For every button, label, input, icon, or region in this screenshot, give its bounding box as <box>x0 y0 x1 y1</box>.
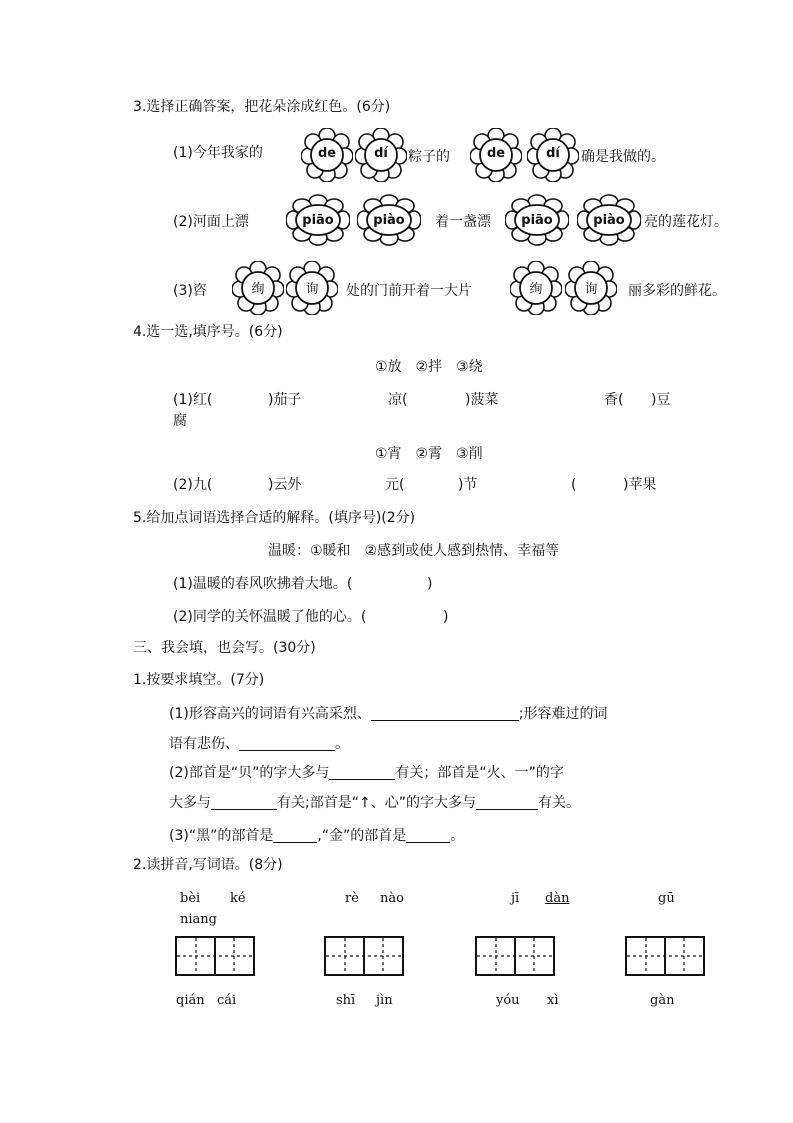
s3q1-l2-text: 语有悲伤、 <box>169 736 239 752</box>
q3-r1-prefix: (1)今年我家的 <box>173 145 263 161</box>
q5-definition: 温暖：①暖和 ②感到或使人感到热情、幸福等 <box>268 543 560 559</box>
flower-label: dí <box>546 145 560 161</box>
s3q1-l5-text: (3)“黑”的部首是 <box>169 828 274 844</box>
s3q1-line4 <box>169 795 580 810</box>
s3q1-l4-text3: 有关。 <box>537 795 580 811</box>
pinyin: nào <box>380 891 404 906</box>
flower-icon[interactable] <box>505 194 569 246</box>
flower-label: de <box>486 145 506 161</box>
answer-blank[interactable] <box>211 795 277 810</box>
q4-r2-f: )苹果 <box>623 477 657 493</box>
flower-icon[interactable] <box>510 261 562 313</box>
writing-grid[interactable] <box>475 936 555 976</box>
pinyin: bèi <box>180 891 201 906</box>
pinyin: rè <box>345 891 359 906</box>
flower-label: piāo <box>302 212 334 228</box>
answer-blank[interactable] <box>329 765 395 780</box>
flower-icon[interactable] <box>357 194 421 246</box>
q4-options-2: ①宵 ②霄 ③削 <box>375 446 483 462</box>
q4-r2-a: (2)九( <box>173 477 213 493</box>
q5-sentence-1-end: ) <box>427 576 433 592</box>
section3-title: 三、我会填，也会写。(30分) <box>133 640 316 656</box>
pinyin: dàn <box>545 891 570 906</box>
q4-r2-c: 元( <box>385 477 405 493</box>
q4-r1-g: 腐 <box>173 413 187 429</box>
pinyin: cái <box>217 993 237 1008</box>
s3q1-line2 <box>169 736 349 751</box>
answer-blank[interactable] <box>239 736 335 751</box>
q5-sentence-2: (2)同学的关怀温暖了他的心。( <box>173 609 367 625</box>
q4-r2-e: ( <box>571 477 577 493</box>
pinyin: qián <box>176 993 205 1008</box>
q5-sentence-1: (1)温暖的春风吹拂着大地。( <box>173 576 353 592</box>
flower-label: 询 <box>305 281 319 297</box>
q4-options-1: ①放 ②拌 ③绕 <box>375 359 483 375</box>
q4-r1-d: )菠菜 <box>465 392 499 408</box>
q4-r1-a: (1)红( <box>173 392 213 408</box>
pinyin: shī <box>336 993 356 1008</box>
answer-blank[interactable] <box>406 828 450 843</box>
q3-r3-suffix: 丽多彩的鲜花。 <box>628 283 726 299</box>
q3-r2-prefix: (2)河面上漂 <box>173 214 249 230</box>
q4-r1-c: 凉( <box>388 392 408 408</box>
flower-icon[interactable] <box>286 261 338 313</box>
flower-icon[interactable] <box>527 128 579 180</box>
flower-icon[interactable] <box>565 261 617 313</box>
q4-r2-b: )云外 <box>268 477 302 493</box>
writing-grid[interactable] <box>625 936 705 976</box>
q3-r1-mid: 粽子的 <box>408 149 450 165</box>
flower-icon[interactable] <box>301 128 353 180</box>
flower-label: piāo <box>521 212 553 228</box>
q4-r2-d: )节 <box>458 477 478 493</box>
flower-label: piào <box>593 212 625 228</box>
pinyin: jìn <box>376 993 393 1008</box>
q4-r1-b: )茄子 <box>268 392 302 408</box>
q4-r1-e: 香( <box>604 392 624 408</box>
s3q1-line5 <box>169 828 464 843</box>
flower-label: 绚 <box>251 281 265 297</box>
s3q1-l1-text: (1)形容高兴的词语有兴高采烈、 <box>169 706 371 722</box>
q4-r1-f: )豆 <box>651 392 671 408</box>
s3q1-l4-text: 大多与 <box>169 795 211 811</box>
flower-icon[interactable] <box>355 128 407 180</box>
s3q1-l3-text2: 有关；部首是“火、一”的字 <box>395 765 564 781</box>
q3-r3-mid: 处的门前开着一大片 <box>346 283 472 299</box>
flower-label: dí <box>374 145 388 161</box>
pinyin: niang <box>180 912 217 927</box>
writing-grid[interactable] <box>324 936 404 976</box>
s3q1-title: 1.按要求填空。(7分) <box>133 672 265 688</box>
pinyin: gàn <box>650 993 675 1008</box>
pinyin: yóu <box>496 993 520 1008</box>
pinyin: jī <box>511 891 520 906</box>
q3-r3-prefix: (3)咨 <box>173 283 207 299</box>
flower-icon[interactable] <box>232 261 284 313</box>
q3-r2-mid: 着一盏漂 <box>435 214 491 230</box>
answer-blank[interactable] <box>371 706 519 721</box>
flower-label: 绚 <box>529 281 543 297</box>
writing-grid[interactable] <box>175 936 255 976</box>
s3q1-line1 <box>169 706 608 721</box>
q3-title: 3.选择正确答案，把花朵涂成红色。(6分) <box>133 99 391 115</box>
q3-r2-suffix: 亮的莲花灯。 <box>644 214 728 230</box>
flower-label: piào <box>373 212 405 228</box>
s3q1-l3-text: (2)部首是“贝”的字大多与 <box>169 765 330 781</box>
flower-label: de <box>317 145 337 161</box>
s3q1-l5-text2: ,“金”的部首是 <box>317 828 407 844</box>
s3q1-l4-text2: 有关;部首是“↑、心”的字大多与 <box>277 795 476 811</box>
s3q2-title: 2.读拼音,写词语。(8分) <box>133 857 283 873</box>
flower-label: 询 <box>584 281 598 297</box>
flower-icon[interactable] <box>286 194 350 246</box>
answer-blank[interactable] <box>476 795 538 810</box>
flower-icon[interactable] <box>577 194 641 246</box>
q5-sentence-2-end: ) <box>443 609 449 625</box>
pinyin: ké <box>230 891 246 906</box>
pinyin: gū <box>658 891 675 906</box>
s3q1-l2-text2: 。 <box>335 736 349 752</box>
s3q1-l1-text2: ;形容难过的词 <box>518 706 608 722</box>
answer-blank[interactable] <box>273 828 317 843</box>
q5-title: 5.给加点词语选择合适的解释。(填序号)(2分) <box>133 510 416 526</box>
q4-title: 4.选一选,填序号。(6分) <box>133 324 283 340</box>
pinyin: xì <box>547 993 559 1008</box>
q3-r1-suffix: 确是我做的。 <box>581 149 665 165</box>
s3q1-line3 <box>169 765 564 780</box>
s3q1-l5-text3: 。 <box>450 828 465 844</box>
flower-icon[interactable] <box>470 128 522 180</box>
